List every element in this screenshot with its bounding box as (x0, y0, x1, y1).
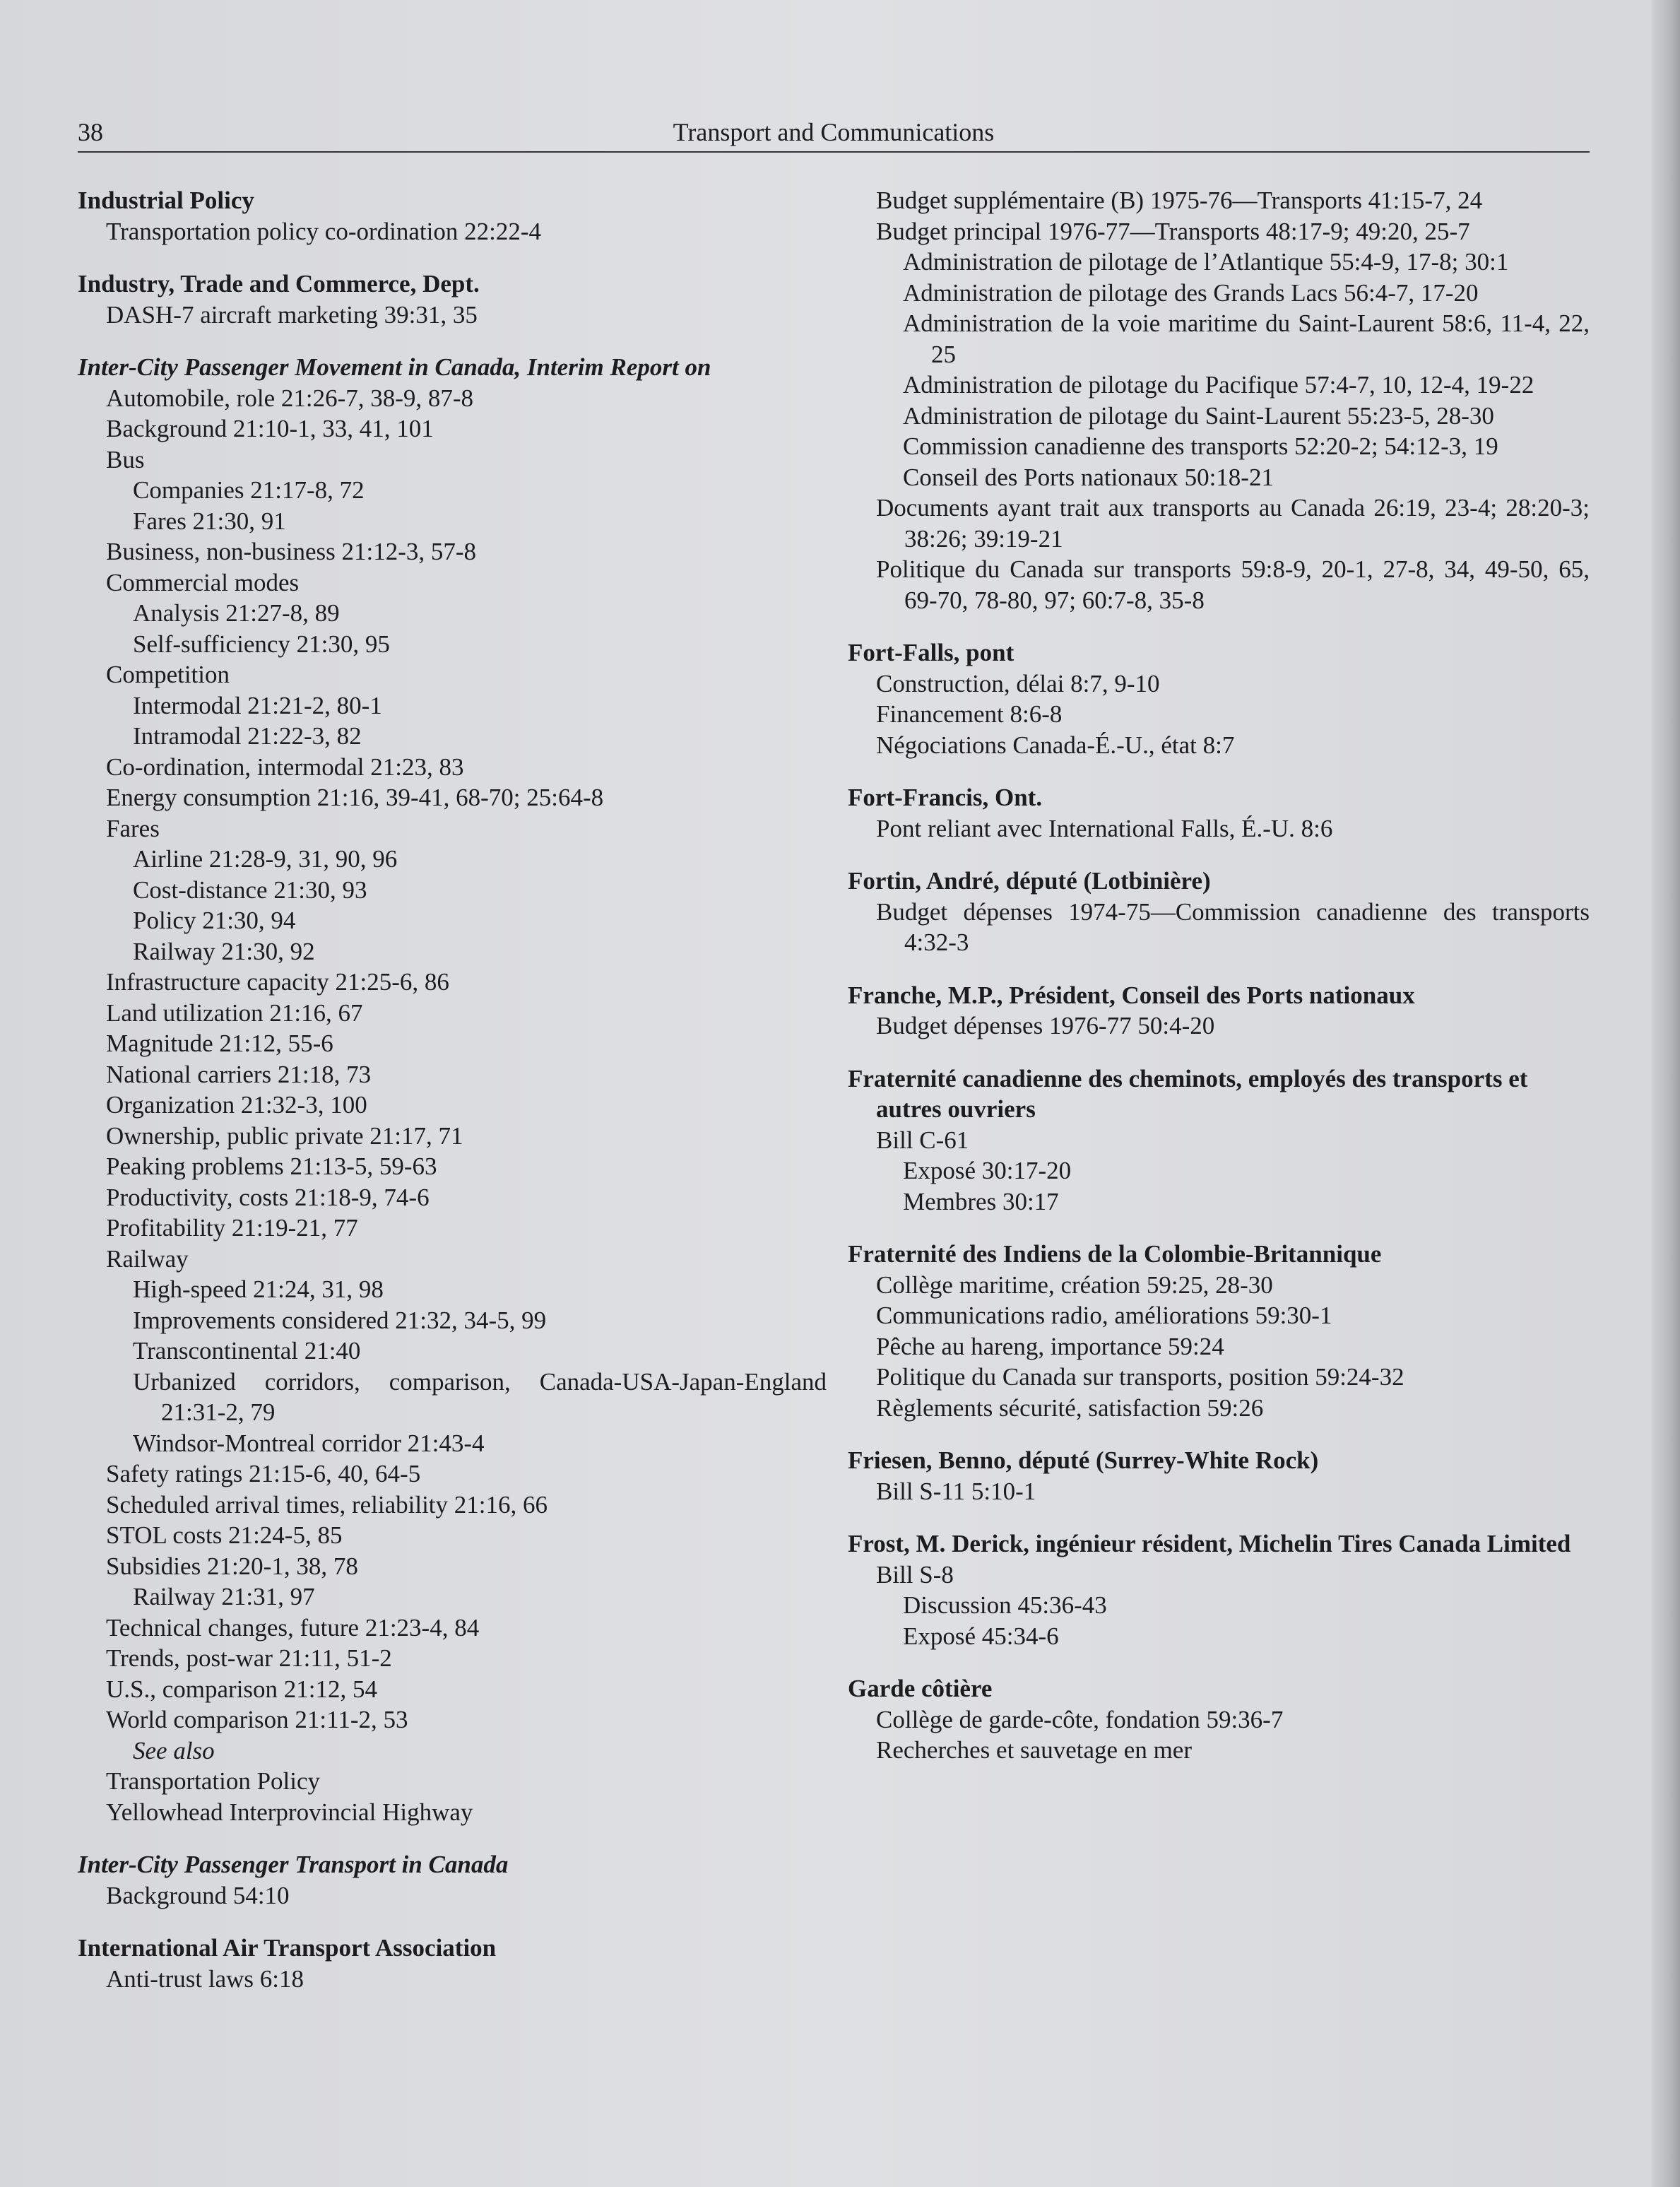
index-subentry: Railway (106, 1244, 189, 1273)
index-subentry: Background 54:10 (106, 1881, 290, 1909)
index-subentry: Windsor-Montreal corridor 21:43-4 (133, 1429, 485, 1457)
index-entry (848, 866, 1590, 958)
index-subentry: Bill S-8 (876, 1560, 954, 1588)
index-heading: Inter-City Passenger Movement in Canada, Interim Report on (78, 353, 711, 381)
page-number: 38 (78, 118, 103, 146)
index-subentry: High-speed 21:24, 31, 98 (133, 1275, 384, 1303)
index-subentry: Discussion 45:36-43 (903, 1591, 1107, 1619)
index-heading: Fraternité des Indiens de la Colombie-Britannique (848, 1240, 1382, 1268)
index-subentry: Commission canadienne des transports 52:20-2; 54:12-3, 19 (903, 432, 1498, 460)
index-entry (848, 782, 1590, 844)
index-subentry: Fares (106, 814, 160, 842)
index-subentry: Négociations Canada-É.-U., état 8:7 (876, 731, 1235, 759)
index-subentry: Administration de pilotage de l’Atlantique 55:4-9, 17-8; 30:1 (903, 248, 1509, 276)
index-subentry: Land utilization 21:16, 67 (106, 998, 363, 1027)
page-edge (1652, 0, 1680, 2187)
index-subentry: Trends, post-war 21:11, 51-2 (106, 1644, 392, 1672)
index-entry (848, 1528, 1590, 1651)
index-subentry: Politique du Canada sur transports 59:8-9, 20-1, 27-8, 34, 49-50, 65, 69-70, 78-80, 97; 60:7-8, 35-8 (876, 555, 1590, 614)
index-subentry: Transcontinental 21:40 (133, 1337, 361, 1364)
index-subentry: Fares 21:30, 91 (133, 507, 286, 535)
index-subentry: Collège maritime, création 59:25, 28-30 (876, 1271, 1273, 1299)
index-subentry: Improvements considered 21:32, 34-5, 99 (133, 1306, 547, 1334)
left-column (78, 185, 827, 2016)
index-subentry: Pêche au hareng, importance 59:24 (876, 1332, 1224, 1360)
index-subentry: Profitability 21:19-21, 77 (106, 1214, 358, 1242)
index-subentry: Budget dépenses 1974-75—Commission canadienne des transports 4:32-3 (876, 897, 1590, 956)
index-subentry: Scheduled arrival times, reliability 21:16, 66 (106, 1490, 548, 1519)
index-entry (78, 1849, 827, 1911)
index-subentry: Anti-trust laws 6:18 (106, 1964, 304, 1993)
running-title: Transport and Communications (673, 118, 995, 146)
index-subentry: Safety ratings 21:15-6, 40, 64-5 (106, 1460, 421, 1487)
index-subentry: Magnitude 21:12, 55-6 (106, 1030, 333, 1057)
index-subentry: Commercial modes (106, 568, 300, 596)
index-subentry: Bill S-11 5:10-1 (876, 1477, 1036, 1505)
index-heading: Friesen, Benno, député (Surrey-White Rock) (848, 1446, 1319, 1474)
index-entry (848, 1445, 1590, 1507)
index-heading: Garde côtière (848, 1675, 993, 1702)
index-subentry: Companies 21:17-8, 72 (133, 476, 365, 504)
index-subentry: Membres 30:17 (903, 1187, 1059, 1215)
index-subentry: Conseil des Ports nationaux 50:18-21 (903, 463, 1274, 491)
index-entry (78, 269, 827, 330)
index-heading: Fortin, André, député (Lotbinière) (848, 867, 1211, 895)
index-heading: Franche, M.P., Président, Conseil des Ports nationaux (848, 981, 1415, 1009)
index-subentry: Self-sufficiency 21:30, 95 (133, 630, 390, 658)
index-subentry: Technical changes, future 21:23-4, 84 (106, 1613, 480, 1641)
index-subentry: Construction, délai 8:7, 9-10 (876, 669, 1160, 697)
see-also-label: See also (133, 1736, 215, 1764)
index-subentry: Bill C-61 (876, 1126, 969, 1154)
index-subentry: Collège de garde-côte, fondation 59:36-7 (876, 1705, 1284, 1733)
index-subentry: Exposé 45:34-6 (903, 1622, 1059, 1650)
index-entry (78, 185, 827, 247)
index-subentry: Pont reliant avec International Falls, É.-U. 8:6 (876, 814, 1333, 842)
index-heading: Inter-City Passenger Transport in Canada (78, 1851, 509, 1878)
index-subentry: Ownership, public private 21:17, 71 (106, 1121, 463, 1150)
index-subentry: National carriers 21:18, 73 (106, 1060, 372, 1088)
index-entry (848, 637, 1590, 760)
index-subentry: Railway 21:30, 92 (133, 937, 315, 965)
index-subentry: Policy 21:30, 94 (133, 907, 296, 934)
index-subentry: Yellowhead Interprovincial Highway (106, 1798, 473, 1826)
index-subentry: Automobile, role 21:26-7, 38-9, 87-8 (106, 384, 474, 412)
index-subentry: Intramodal 21:22-3, 82 (133, 722, 362, 750)
index-entry (848, 1673, 1590, 1766)
index-heading: International Air Transport Association (78, 1934, 497, 1962)
index-subentry: Airline 21:28-9, 31, 90, 96 (133, 845, 398, 873)
index-subentry: STOL costs 21:24-5, 85 (106, 1521, 343, 1549)
index-heading: Industrial Policy (78, 187, 254, 214)
index-subentry: Recherches et sauvetage en mer (876, 1736, 1192, 1764)
index-subentry: Exposé 30:17-20 (903, 1157, 1072, 1184)
index-subentry: Business, non-business 21:12-3, 57-8 (106, 538, 477, 565)
index-subentry: Administration de pilotage du Pacifique 57:4-7, 10, 12-4, 19-22 (903, 371, 1534, 399)
index-entry (78, 1933, 827, 1994)
index-subentry: Transportation Policy (106, 1767, 321, 1795)
index-heading: Fort-Falls, pont (848, 639, 1014, 666)
index-subentry: Politique du Canada sur transports, position 59:24-32 (876, 1363, 1404, 1391)
index-subentry: Background 21:10-1, 33, 41, 101 (106, 415, 434, 442)
index-subentry: Administration de pilotage des Grands Lacs 56:4-7, 17-20 (903, 278, 1479, 307)
index-subentry: Financement 8:6-8 (876, 700, 1063, 728)
index-subentry: Règlements sécurité, satisfaction 59:26 (876, 1393, 1264, 1422)
index-entry (848, 1063, 1590, 1218)
index-subentry: Energy consumption 21:16, 39-41, 68-70; 25:64-8 (106, 784, 604, 811)
index-subentry: Analysis 21:27-8, 89 (133, 599, 340, 627)
right-column (848, 185, 1590, 1788)
index-heading: Frost, M. Derick, ingénieur résident, Michelin Tires Canada Limited (848, 1530, 1571, 1557)
index-subentry: Cost-distance 21:30, 93 (133, 876, 367, 904)
index-heading: Fraternité canadienne des cheminots, employés des transports et autres ouvriers (848, 1064, 1528, 1123)
index-subentry: Administration de la voie maritime du Saint-Laurent 58:6, 11-4, 22, 25 (903, 310, 1590, 368)
index-subentry: Competition (106, 661, 230, 688)
index-entry (848, 980, 1590, 1042)
index-heading: Fort-Francis, Ont. (848, 784, 1043, 811)
index-subentry: Subsidies 21:20-1, 38, 78 (106, 1552, 358, 1580)
index-entry (848, 185, 1590, 615)
index-subentry: Organization 21:32-3, 100 (106, 1091, 367, 1119)
index-subentry: Budget dépenses 1976-77 50:4-20 (876, 1012, 1215, 1039)
index-subentry: Productivity, costs 21:18-9, 74-6 (106, 1183, 430, 1211)
index-subentry: Budget supplémentaire (B) 1975-76—Transports 41:15-7, 24 (876, 187, 1483, 214)
index-subentry: Documents ayant trait aux transports au Canada 26:19, 23-4; 28:20-3; 38:26; 39:19-21 (876, 494, 1590, 553)
index-subentry: Administration de pilotage du Saint-Laurent 55:23-5, 28-30 (903, 401, 1494, 430)
index-subentry: Communications radio, améliorations 59:30-1 (876, 1302, 1332, 1329)
index-subentry: Infrastructure capacity 21:25-6, 86 (106, 968, 449, 996)
index-subentry: U.S., comparison 21:12, 54 (106, 1675, 378, 1703)
index-subentry: Transportation policy co-ordination 22:22-4 (106, 217, 541, 245)
index-subentry: Railway 21:31, 97 (133, 1583, 315, 1610)
index-subentry: Intermodal 21:21-2, 80-1 (133, 691, 382, 719)
index-subentry: DASH-7 aircraft marketing 39:31, 35 (106, 300, 478, 329)
index-subentry: World comparison 21:11-2, 53 (106, 1706, 408, 1733)
index-subentry: Peaking problems 21:13-5, 59-63 (106, 1153, 437, 1180)
index-subentry: Bus (106, 445, 145, 473)
index-entry (78, 352, 827, 1827)
index-subentry: Urbanized corridors, comparison, Canada-USA-Japan-England 21:31-2, 79 (133, 1367, 827, 1426)
page-header (78, 113, 1590, 153)
index-subentry: Budget principal 1976-77—Transports 48:17-9; 49:20, 25-7 (876, 217, 1470, 245)
index-entry (848, 1239, 1590, 1423)
index-heading: Industry, Trade and Commerce, Dept. (78, 270, 480, 297)
index-subentry: Co-ordination, intermodal 21:23, 83 (106, 753, 464, 781)
